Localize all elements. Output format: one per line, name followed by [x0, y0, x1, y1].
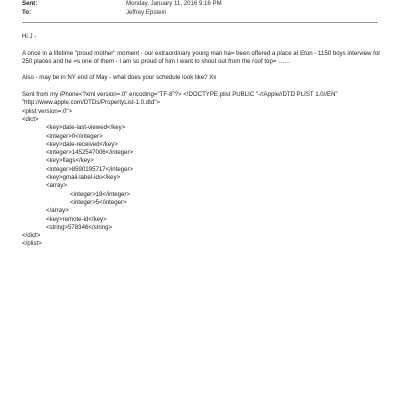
code-line: </dict> [22, 232, 41, 240]
email-header [22, 0, 390, 18]
greeting: Hi J - [22, 33, 37, 40]
sent-row [22, 0, 390, 9]
plist-code-block [22, 108, 386, 249]
code-line: <key>flags</key> [46, 157, 94, 165]
email-body [22, 33, 386, 249]
code-line: <key>date-last-viewed</key> [46, 124, 126, 132]
code-line: <integer>18</integer> [70, 190, 130, 198]
to-value: Jeffrey Epstein [126, 9, 167, 16]
sent-from-line: Sent from my iPhone<?xml version=.0" encoding="TF-8"?> <!DOCTYPE plist PUBLIC "-//Apple//DTD PLIST 1.0//EN" "http://www.apple.com/DTDs/PropertyList-1.0.dtd"> [22, 91, 340, 107]
code-line: </array> [46, 207, 69, 215]
message-paragraph-2: Also - may be in NY end of May - what does your schedule look like? Xx [22, 74, 217, 82]
spacer [22, 41, 386, 49]
message-paragraph-1: A once in a lifetime "proud mother" moment - our extraordinary young man ha= been offered a place at Eton - 1150 boys interview for 250 places and he =s one of them - I am so proud of him I want to shout out from the roof top= …… [22, 49, 382, 65]
code-line: <array> [46, 182, 68, 190]
header-divider [22, 22, 378, 23]
code-line: <dict> [22, 115, 39, 123]
spacer [22, 66, 386, 74]
code-line: <integer>1452547006</integer> [46, 149, 134, 157]
code-line: <plist version=.0"> [22, 107, 73, 115]
code-line: <integer>8590195717</integer> [46, 165, 134, 173]
sent-value: Monday, January 11, 2016 9:16 PM [126, 0, 222, 7]
code-line: <key>gmail-label-ids</key> [46, 174, 121, 182]
code-line: <key>remote-id</key> [46, 215, 107, 223]
code-line: </plist> [22, 240, 42, 248]
code-line: <integer>5</integer> [70, 198, 127, 206]
to-row [22, 9, 390, 18]
spacer [22, 83, 386, 91]
sent-label: Sent: [22, 0, 38, 7]
code-line: <key>date-received</key> [46, 140, 118, 148]
code-line: <integer>0</integer> [46, 132, 103, 140]
code-line: <string>578346</string> [46, 223, 113, 231]
to-label: To: [22, 9, 32, 16]
